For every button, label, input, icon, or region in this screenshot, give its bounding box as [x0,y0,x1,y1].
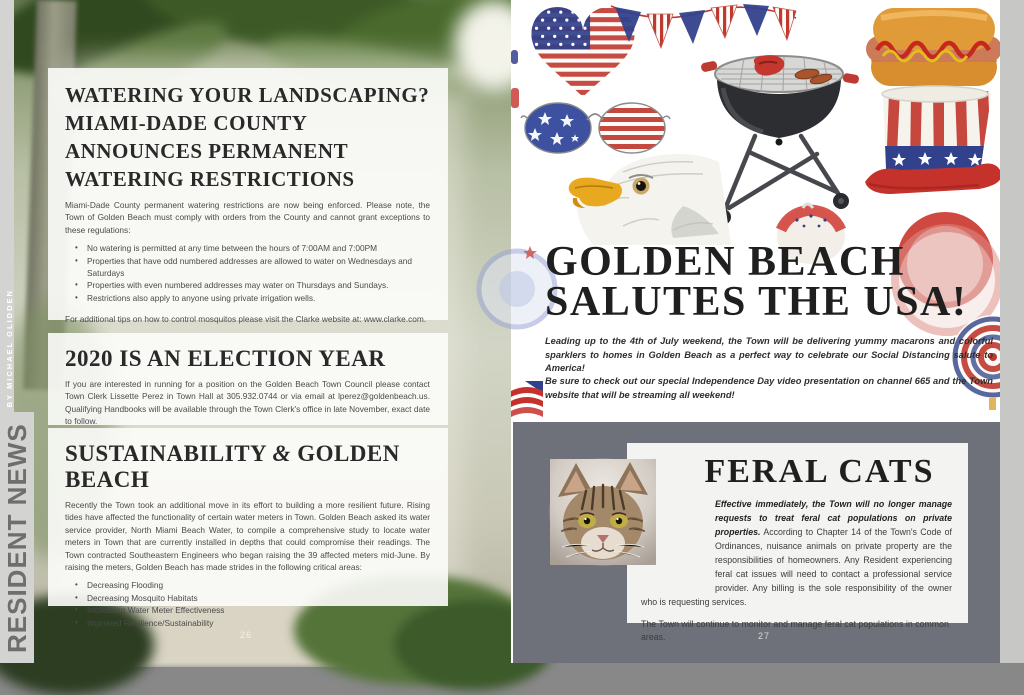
salute-paragraph-1: Leading up to the 4th of July weekend, the Town will be delivering yummy macarons and colorful sparklers to homes in Golden Beach as a perfect way to celebrate our Social Distancing salute to America! [545,336,993,373]
feral-cats-body [641,497,952,609]
list-item: • No watering is permitted at any time between the hours of 7:00AM and 7:00PM [87,242,430,254]
section-label: RESIDENT NEWS [1,423,32,653]
page-number-left: 26 [240,630,253,640]
article-title: 2020 IS AN ELECTION YEAR [65,346,386,371]
article-title: WATERING YOUR LANDSCAPING? MIAMI-DADE COUNTY ANNOUNCES PERMANENT WATERING RESTRICTIONS [65,83,430,191]
feral-cats-body-rest: According to Chapter 14 of the Town's Code of Ordinances, nuisance animals on private property are the responsibilities of homeowners. Any Resident experiencing feral cat issues will need to contact a professional service provider. Any billing is the sole responsibility of the owner who is requesting services. [641,527,952,607]
feral-cats-title: FERAL CATS [704,453,935,490]
article-footer: For additional tips on how to control mosquitos please visit the Clarke website at: www.clarke.com. [65,314,427,325]
headline-line2: SALUTES THE USA! [545,279,968,325]
sidebar-vertical-text [0,0,34,663]
list-item: • Restrictions also apply to anyone using private irrigation wells. [87,292,430,304]
salute-headline [545,239,968,325]
article-sustainability [48,428,448,628]
feral-cats-lead: Effective immediately, the Town will no longer manage requests to treat feral cat populations on private properties. [715,499,952,537]
article-body: Recently the Town took an additional move in its effort to building a more resilient future. Rising tides have affected the functionality of certain water meters in Town. Golden Beach asked its water service provider, North Miami Beach Water, to compile a comprehensive study to locate water meters in Town that are currently installed in depths that could compromise their readings. The Town contracted Southeastern Engineers who began raising the 39 affected meters mid-June. By raising the meters, Golden Beach has made strides in the following critical areas: [65,500,430,573]
list-item: • Decreasing Mosquito Habitats [87,592,430,604]
article-body: If you are interested in running for a position on the Golden Beach Town Council please contact Town Clerk Lissette Perez in Town Hall at 305.932.0744 or via email at lperez@goldenbeach.us. Qualifying Handbooks will be available through the Town Clerk's office in late November, exact date to follow. [65,379,430,427]
flag-fragment-icon [511,381,543,421]
title-part: GOLDEN BEACH [65,441,400,492]
confetti-ghost [523,246,537,260]
article-intro: Miami-Dade County permanent watering restrictions are now being enforced. Please note, the Town of Golden Beach must comply with orders from the County and cannot grant exceptions to these regulations: [65,200,430,235]
patriotic-illustrations [511,0,1000,245]
bald-eagle-icon [563,146,731,245]
tabby-cat-illustration [550,459,656,565]
cat-photo [550,459,656,565]
list-item: • Properties with even numbered addresses may water on Thursdays and Sundays. [87,279,430,291]
list-item: • Improved Resilience/Sustainability [87,617,430,629]
article-title [65,441,430,493]
hot-dog-icon [863,6,1005,94]
watering-bullet-list [65,242,430,304]
salute-paragraph-2: Be sure to check out our special Independence Day video presentation on channel 665 and the Town website that will be streaming all weekend! [545,376,993,400]
list-item: • Decreasing Flooding [87,579,430,591]
byline: BY MICHAEL GLIDDEN [5,289,14,408]
list-item: • Increasing Water Meter Effectiveness [87,604,430,616]
page-number-right: 27 [758,631,771,641]
title-ampersand: & [272,441,291,466]
donut-icon [773,196,849,245]
article-election [48,333,448,425]
title-part: SUSTAINABILITY [65,441,273,466]
uncle-sam-hat-icon [859,82,1007,210]
feral-cats-footer: The Town will continue to monitor and manage feral cat populations in common areas. [641,619,949,642]
headline-line1: GOLDEN BEACH [545,239,905,285]
list-item: • Properties that have odd numbered addresses are allowed to water on Wednesdays and Saturdays [87,255,430,280]
article-watering [48,68,448,325]
sustainability-bullet-list [65,579,430,629]
edge-fragment-icon [511,50,521,110]
right-margin-strip [1000,0,1024,663]
